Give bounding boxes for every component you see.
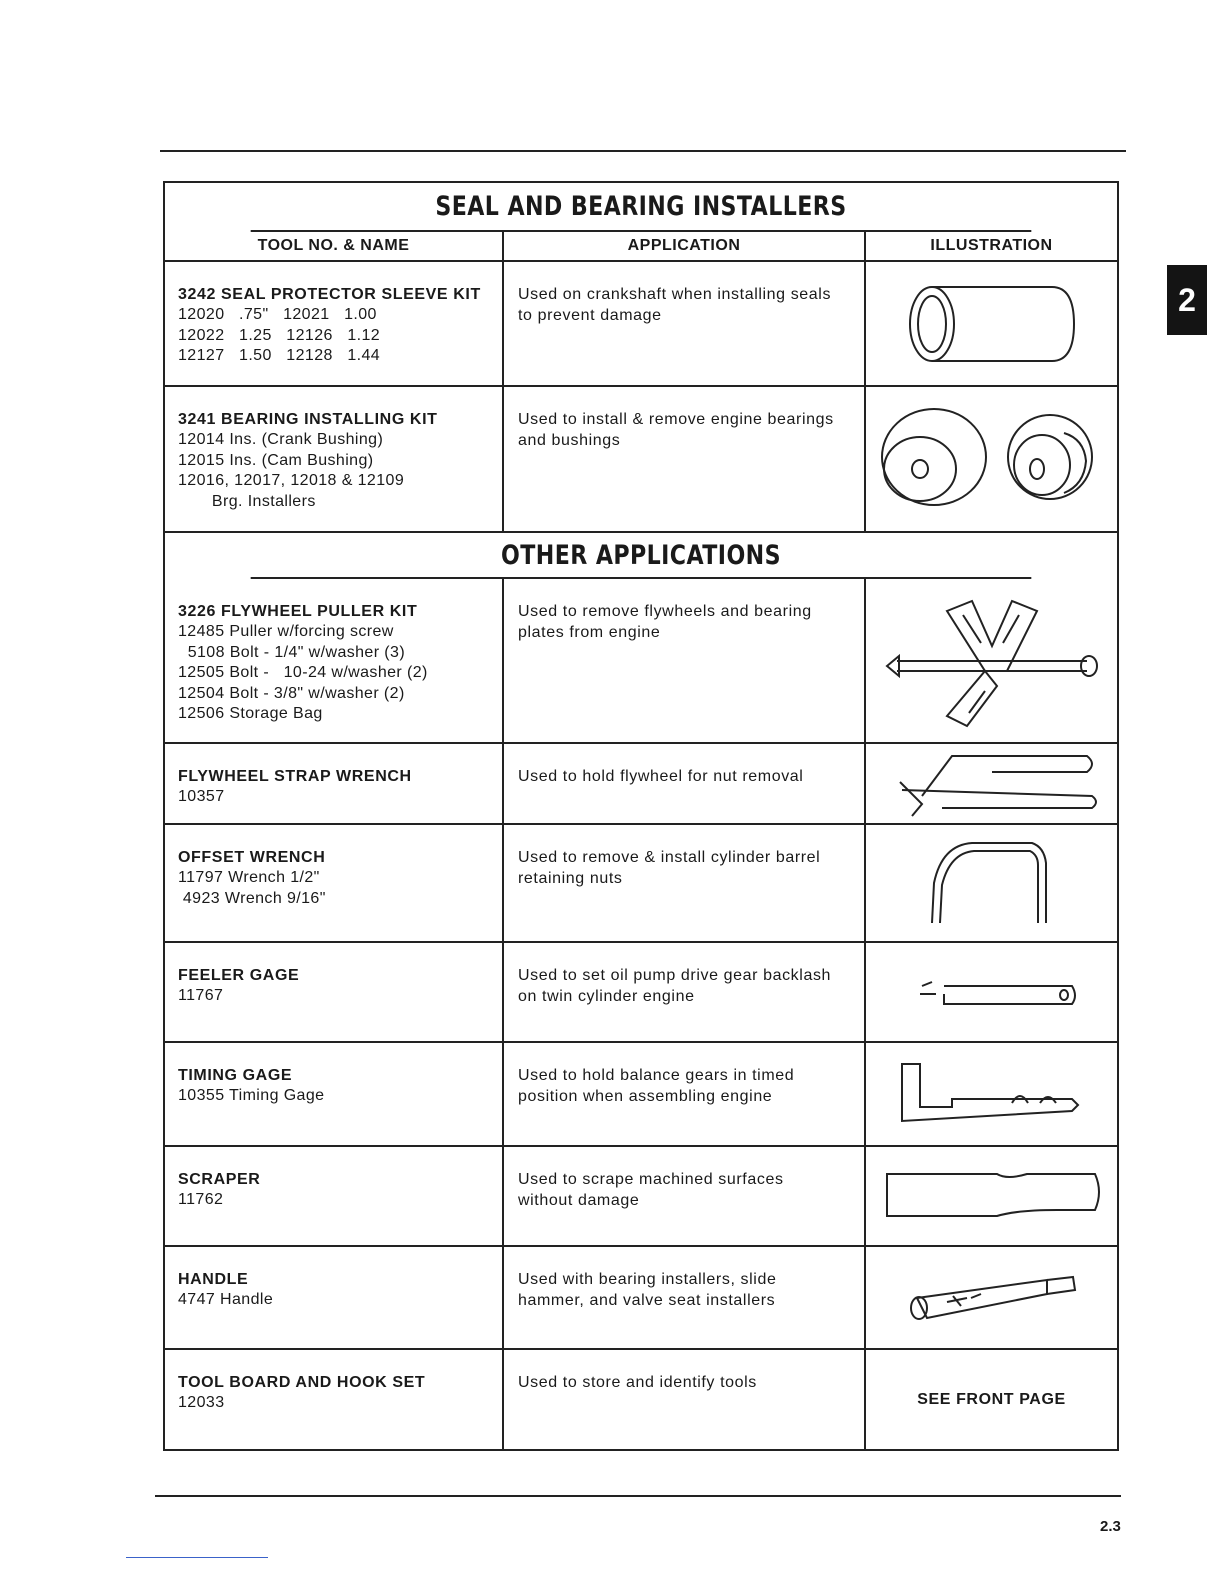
page-number: 2.3 (1100, 1518, 1121, 1535)
top-rule (160, 150, 1126, 152)
application-cell (504, 387, 866, 531)
illustration-cell (866, 1147, 1117, 1245)
sleeve-icon (892, 279, 1092, 369)
tool-cell (165, 744, 504, 823)
bearing-installer-icon (872, 399, 1112, 519)
chapter-tab: 2 (1167, 265, 1207, 335)
tool-detail: 4747 Handle (178, 1291, 274, 1308)
tool-name: SCRAPER (178, 1171, 261, 1188)
tool-cell (165, 825, 504, 941)
tool-detail: 10355 Timing Gage (178, 1087, 325, 1104)
tool-cell (165, 1350, 504, 1449)
application-cell (504, 1043, 866, 1145)
tool-detail: 5108 Bolt - 1/4" w/washer (3) (178, 643, 406, 661)
tool-detail: 10357 (178, 788, 225, 805)
tools-table (163, 181, 1119, 1451)
tool-detail: 12127 1.50 12128 1.44 (178, 347, 381, 364)
tool-detail: 11762 (178, 1191, 224, 1208)
flywheel-puller-icon (877, 591, 1107, 731)
illustration-cell (866, 262, 1117, 385)
table-row (165, 1350, 1117, 1449)
tool-detail: 11767 (178, 987, 224, 1004)
tool-cell (165, 1247, 504, 1348)
tool-detail: Brg. Installers (178, 492, 316, 510)
tool-detail: 12016, 12017, 12018 & 12109 (178, 472, 405, 489)
application-cell (504, 1350, 866, 1449)
illustration-cell (866, 943, 1117, 1041)
application-text: Used to install & remove engine bearings and bushings (518, 411, 834, 449)
offset-wrench-icon (912, 833, 1072, 933)
tool-detail: 12033 (178, 1394, 225, 1411)
scraper-icon (877, 1166, 1107, 1226)
application-text: Used with bearing installers, slide hammer, and valve seat installers (518, 1271, 777, 1309)
bottom-rule (155, 1495, 1121, 1497)
table-row (165, 825, 1117, 943)
illustration-cell (866, 1247, 1117, 1348)
application-text: Used to scrape machined surfaces without damage (518, 1171, 784, 1209)
tool-detail: 12022 1.25 12126 1.12 (178, 326, 381, 344)
tool-cell (165, 262, 504, 385)
illustration-cell (866, 1350, 1117, 1449)
strap-wrench-icon (882, 746, 1102, 822)
application-text: Used to hold balance gears in timed position when assembling engine (518, 1067, 795, 1105)
table-row (165, 579, 1117, 744)
tool-cell (165, 1147, 504, 1245)
illustration-cell (866, 387, 1117, 531)
table-row (165, 262, 1117, 387)
table-row (165, 744, 1117, 825)
column-headers (165, 232, 1117, 262)
application-text: Used to hold flywheel for nut removal (518, 768, 804, 785)
application-text: Used to set oil pump drive gear backlash on twin cylinder engine (518, 967, 832, 1005)
tool-name: TOOL BOARD AND HOOK SET (178, 1374, 426, 1391)
illustration-cell (866, 579, 1117, 742)
illustration-cell (866, 825, 1117, 941)
tool-cell (165, 579, 504, 742)
tool-cell (165, 387, 504, 531)
tool-detail: 11797 Wrench 1/2" (178, 869, 320, 886)
tool-detail: 4923 Wrench 9/16" (178, 889, 326, 907)
tool-cell (165, 943, 504, 1041)
application-text: Used to remove & install cylinder barrel retaining nuts (518, 849, 821, 887)
tool-detail: 12504 Bolt - 3/8" w/washer (2) (178, 684, 405, 702)
header-application: APPLICATION (504, 232, 866, 260)
table-row (165, 1147, 1117, 1247)
application-text: Used to store and identify tools (518, 1374, 757, 1391)
illustration-cell (866, 1043, 1117, 1145)
tool-name: 3241 BEARING INSTALLING KIT (178, 411, 438, 428)
see-front-page-note: SEE FRONT PAGE (917, 1390, 1066, 1408)
table-row (165, 943, 1117, 1043)
illustration-cell (866, 744, 1117, 823)
table-row (165, 1247, 1117, 1350)
tool-detail: 12014 Ins. (Crank Bushing) (178, 431, 384, 448)
link-underline[interactable] (126, 1557, 268, 1558)
tool-name: FEELER GAGE (178, 967, 300, 984)
tool-name: FLYWHEEL STRAP WRENCH (178, 768, 412, 785)
application-cell (504, 1147, 866, 1245)
tool-detail: 12015 Ins. (Cam Bushing) (178, 451, 374, 469)
header-illustration: ILLUSTRATION (930, 237, 1053, 254)
application-cell (504, 943, 866, 1041)
feeler-gage-icon (902, 972, 1082, 1012)
tool-name: 3242 SEAL PROTECTOR SLEEVE KIT (178, 286, 481, 303)
tool-detail: 12506 Storage Bag (178, 705, 323, 722)
tool-name: TIMING GAGE (178, 1067, 293, 1084)
tool-detail: 12485 Puller w/forcing screw (178, 623, 394, 640)
tool-detail: 12020 .75" 12021 1.00 (178, 306, 377, 323)
application-cell (504, 1247, 866, 1348)
tool-name: OFFSET WRENCH (178, 849, 326, 866)
application-text: Used on crankshaft when installing seals to prevent damage (518, 286, 832, 324)
application-cell (504, 262, 866, 385)
application-cell (504, 744, 866, 823)
tool-cell (165, 1043, 504, 1145)
tool-name: 3226 FLYWHEEL PULLER KIT (178, 603, 418, 620)
header-tool-name: TOOL NO. & NAME (165, 232, 504, 260)
handle-icon (897, 1268, 1087, 1328)
application-text: Used to remove flywheels and bearing plates from engine (518, 603, 812, 641)
section-title-seal-bearing: SEAL AND BEARING INSTALLERS (251, 183, 1032, 232)
table-row (165, 1043, 1117, 1147)
table-row (165, 387, 1117, 533)
section-title-other-applications: OTHER APPLICATIONS (251, 533, 1032, 579)
application-cell (504, 579, 866, 742)
timing-gage-icon (892, 1059, 1092, 1129)
application-cell (504, 825, 866, 941)
tool-detail: 12505 Bolt - 10-24 w/washer (2) (178, 664, 428, 681)
tool-name: HANDLE (178, 1271, 249, 1288)
